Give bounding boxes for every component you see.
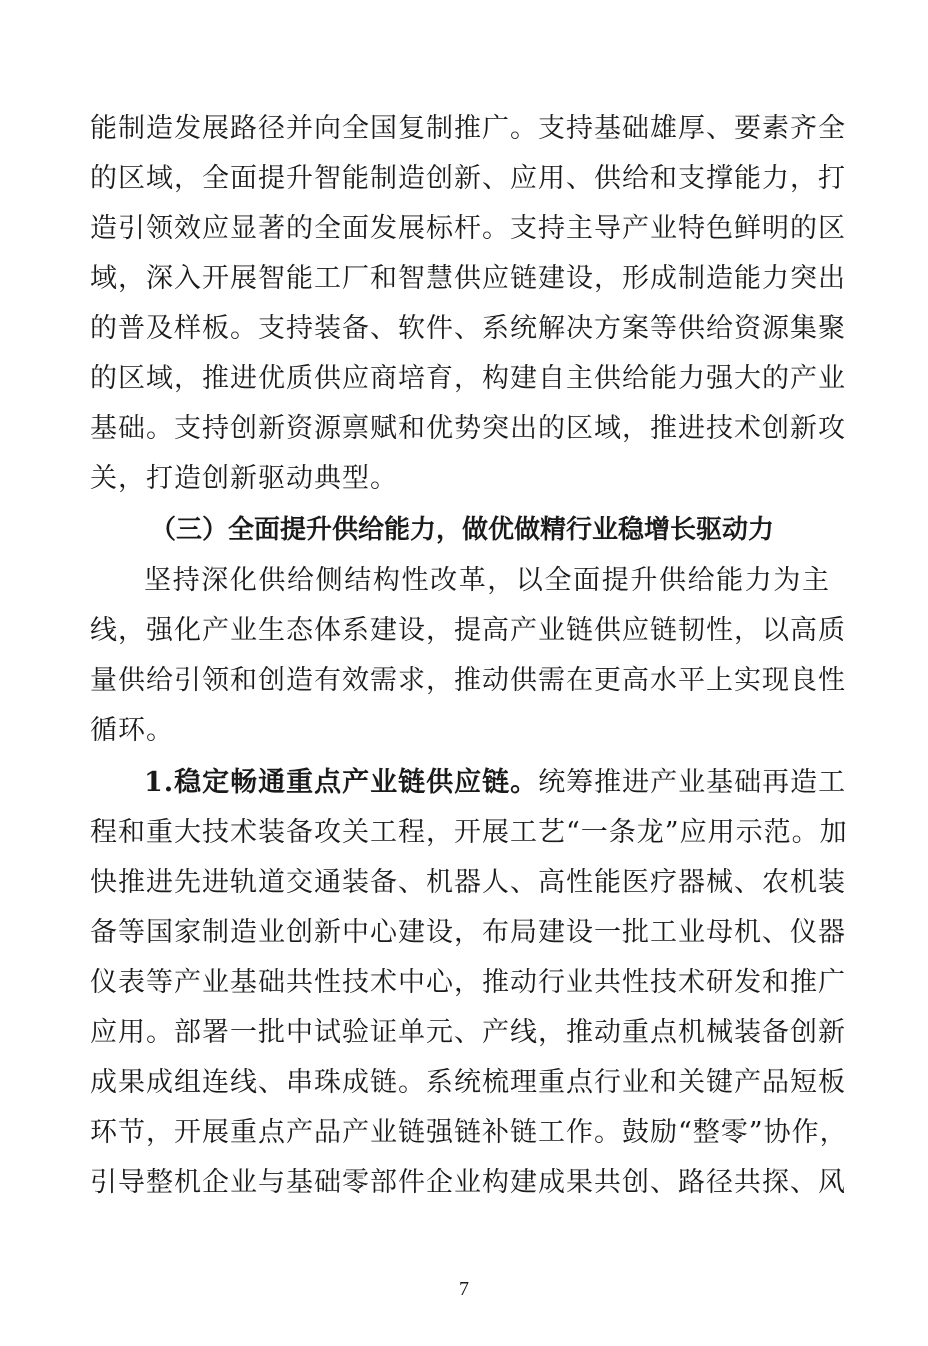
- paragraph-supply-side-reform: [90, 556, 846, 756]
- paragraph-line: 快推进先进轨道交通装备、机器人、高性能医疗器械、农机装: [90, 867, 846, 898]
- paragraph-line: 程和重大技术装备攻关工程，开展工艺“一条龙”应用示范。加: [90, 817, 848, 848]
- paragraph-intelligent-manufacturing: [90, 104, 846, 504]
- paragraph-line: 环节，开展重点产品产业链强链补链工作。鼓励“整零”协作，: [90, 1117, 848, 1148]
- paragraph-line: 的区域，推进优质供应商培育，构建自主供给能力强大的产业: [90, 363, 846, 394]
- paragraph-line: 的区域，全面提升智能制造创新、应用、供给和支撑能力，打: [90, 163, 846, 194]
- subsection-lead: 1.稳定畅通重点产业链供应链。: [144, 767, 539, 798]
- paragraph-line: 造引领效应显著的全面发展标杆。支持主导产业特色鲜明的区: [90, 213, 846, 244]
- section-heading: （三）全面提升供给能力，做优做精行业稳增长驱动力: [150, 515, 775, 545]
- paragraph-supply-chain: [90, 758, 848, 1208]
- paragraph-line: 域，深入开展智能工厂和智慧供应链建设，形成制造能力突出: [90, 263, 846, 294]
- paragraph-line: 应用。部署一批中试验证单元、产线，推动重点机械装备创新: [90, 1017, 846, 1048]
- paragraph-line: 能制造发展路径并向全国复制推广。支持基础雄厚、要素齐全: [90, 113, 846, 144]
- paragraph-line: 的普及样板。支持装备、软件、系统解决方案等供给资源集聚: [90, 313, 846, 344]
- paragraph-line: 备等国家制造业创新中心建设，布局建设一批工业母机、仪器: [90, 917, 846, 948]
- paragraph-line: 坚持深化供给侧结构性改革，以全面提升供给能力为主: [144, 565, 830, 596]
- paragraph-line: 量供给引领和创造有效需求，推动供需在更高水平上实现良性: [90, 665, 846, 696]
- paragraph-line-rest: 统筹推进产业基础再造工: [538, 767, 847, 798]
- paragraph-line: 基础。支持创新资源禀赋和优势突出的区域，推进技术创新攻: [90, 413, 846, 444]
- paragraph-line: 仪表等产业基础共性技术中心，推动行业共性技术研发和推广: [90, 967, 846, 998]
- paragraph-line: 线，强化产业生态体系建设，提高产业链供应链韧性，以高质: [90, 615, 846, 646]
- paragraph-first-line: [90, 758, 847, 808]
- paragraph-line: 循环。: [90, 715, 174, 746]
- page-number: 7: [459, 1278, 469, 1300]
- paragraph-line: 引导整机企业与基础零部件企业构建成果共创、路径共探、风: [90, 1167, 846, 1198]
- paragraph-line: 成果成组连线、串珠成链。系统梳理重点行业和关键产品短板: [90, 1067, 846, 1098]
- paragraph-line: 关，打造创新驱动典型。: [90, 463, 398, 494]
